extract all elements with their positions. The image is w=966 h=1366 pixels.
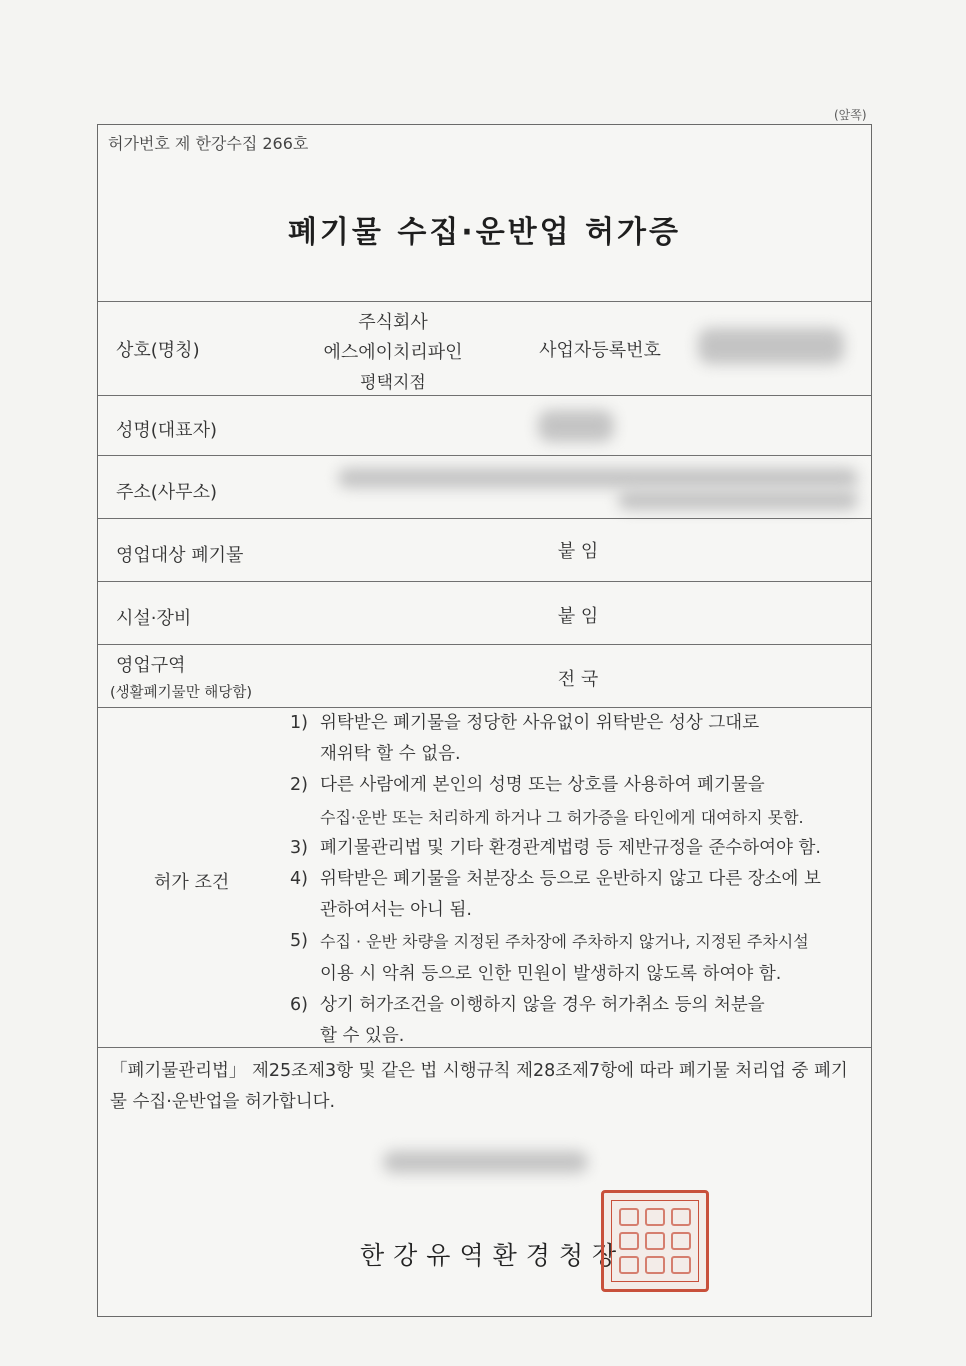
- facility-value: 붙 임: [557, 606, 599, 627]
- redacted-address-line1: [338, 468, 858, 488]
- document-title: 폐기물 수집·운반업 허가증: [287, 215, 682, 250]
- address-label: 주소(사무소): [116, 482, 217, 503]
- seal-pattern: [616, 1205, 694, 1277]
- representative-row: [98, 395, 871, 456]
- area-value: 전 국: [557, 669, 599, 690]
- company-label: 상호(명칭): [116, 340, 200, 361]
- area-row: [98, 644, 871, 708]
- company-name-line1: 주식회사: [358, 312, 428, 333]
- company-name-line2: 에스에이치리파인: [323, 342, 463, 363]
- condition-item: 1) 위탁받은 폐기물을 정당한 사유없이 위탁받은 성상 그대로 재위탁 할 수 없음.: [290, 713, 760, 765]
- condition-item: 5) 수집 · 운반 차량을 지정된 주차장에 주차하지 않거나, 지정된 주차시설 이용 시 악취 등으로 인한 민원이 발생하지 않도록 하여야 함.: [290, 931, 809, 984]
- business-reg-label: 사업자등록번호: [539, 340, 661, 361]
- official-seal: [601, 1190, 709, 1292]
- condition-item: 2) 다른 사람에게 본인의 성명 또는 상호를 사용하여 폐기물을 수집·운반 또는 처리하게 하거나 그 허가증을 타인에게 대여하지 못함.: [290, 775, 804, 827]
- condition-item: 4) 위탁받은 폐기물을 처분장소 등으로 운반하지 않고 다른 장소에 보 관하여서는 아니 됨.: [290, 869, 821, 921]
- permit-number: 허가번호 제 한강수집 266호: [108, 134, 309, 153]
- address-row: [98, 455, 871, 519]
- law-text: 「폐기물관리법」 제25조제3항 및 같은 법 시행규칙 제28조제7항에 따라 폐기물 처리업 중 폐기물 수집·운반업을 허가합니다.: [110, 1061, 848, 1112]
- area-label: 영업구역: [116, 655, 186, 676]
- issuer-name: 한강유역환경청장: [360, 1241, 626, 1270]
- redacted-date: [383, 1151, 588, 1173]
- waste-row: [98, 518, 871, 582]
- waste-value: 붙 임: [557, 541, 599, 562]
- company-name: [283, 308, 503, 398]
- redacted-reg-number: [698, 328, 844, 364]
- company-name-line3: 평택지점: [360, 373, 426, 393]
- conditions-section: [98, 707, 871, 1048]
- waste-label: 영업대상 폐기물: [116, 545, 244, 566]
- permit-certificate: [97, 124, 872, 1317]
- law-divider: [98, 1047, 871, 1048]
- area-sub-label: (생활폐기물만 해당함): [110, 685, 252, 701]
- conditions-list: [290, 708, 865, 1052]
- condition-item: 3) 폐기물관리법 및 기타 환경관계법령 등 제반규정을 준수하여야 함.: [290, 837, 821, 858]
- company-row: [98, 301, 871, 396]
- conditions-label: 허가 조건: [154, 872, 230, 893]
- condition-item: 6) 상기 허가조건을 이행하지 않을 경우 허가취소 등의 처분을 할 수 있음.: [290, 994, 765, 1047]
- facility-label: 시설·장비: [116, 608, 192, 629]
- representative-label: 성명(대표자): [116, 420, 217, 441]
- redacted-address-line2: [618, 490, 858, 510]
- page-side-label: (앞쪽): [834, 108, 867, 122]
- facility-row: [98, 581, 871, 645]
- redacted-representative: [538, 410, 614, 442]
